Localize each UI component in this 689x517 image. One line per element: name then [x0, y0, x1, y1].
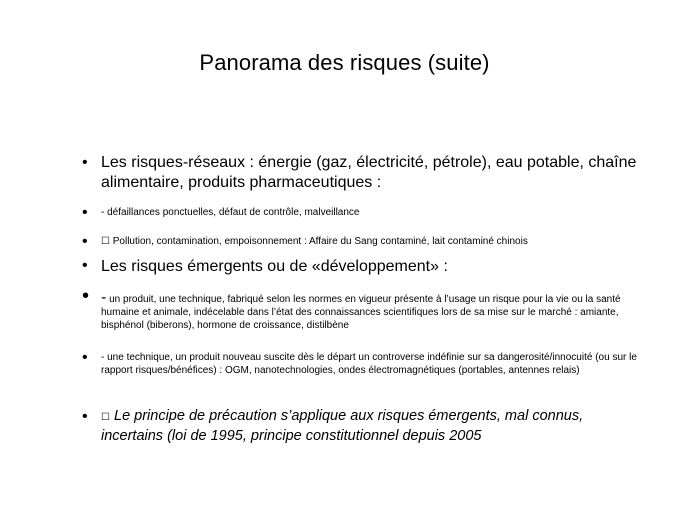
bullet-text: - une technique, un produit nouveau suscite dès le départ un controverse indéfinie sur sa dangerosité/innocuité (ou sur le rapport risques/bénéfices) : OGM, nanotechnologies, ondes électromagnétiques (portables, antennes relais) — [101, 352, 637, 376]
bullet-text-wrapper — [101, 407, 641, 445]
checkbox-glyph: ☐ — [101, 236, 110, 247]
bullet-dot: • — [82, 349, 88, 366]
bullet-dot: • — [82, 154, 88, 171]
bullet-dot: • — [82, 285, 90, 307]
bullet-text: Les risques-réseaux : énergie (gaz, électricité, pétrole), eau potable, chaîne alimentaire, produits pharmaceutiques : — [101, 154, 637, 191]
bullet-text: Les risques émergents ou de «développement» : — [101, 258, 448, 275]
bullet-text: Pollution, contamination, empoisonnement : Affaire du Sang contaminé, lait contaminé chinois — [112, 236, 528, 247]
dash-prefix: - — [101, 289, 107, 306]
bullet-dot: • — [82, 408, 88, 425]
slide-title: Panorama des risques (suite) — [199, 50, 490, 75]
bullet-text-wrapper — [101, 235, 641, 248]
bullet-text-wrapper — [101, 291, 641, 332]
bullet-dot: • — [82, 257, 88, 274]
bullet-text: - défaillances ponctuelles, défaut de contrôle, malveillance — [101, 207, 360, 218]
bullet-text: un produit, une technique, fabriqué selon les normes en vigueur présente à l’usage un risque pour la vie ou la santé humaine et animale, indécelable dans l’état des connaissances scientifiques lors de sa mise sur le marché : amiante, bisphénol (biberons), hormone de croissance, distilbène — [101, 294, 621, 331]
checkbox-glyph: ☐ — [101, 412, 110, 423]
bullet-text: Le principe de précaution s’applique aux risques émergents, mal connus, incertains (loi de 1995, principe constitutionnel depuis 2005 — [101, 408, 584, 444]
bullet-dot: • — [82, 204, 88, 221]
bullet-dot: • — [82, 233, 88, 250]
